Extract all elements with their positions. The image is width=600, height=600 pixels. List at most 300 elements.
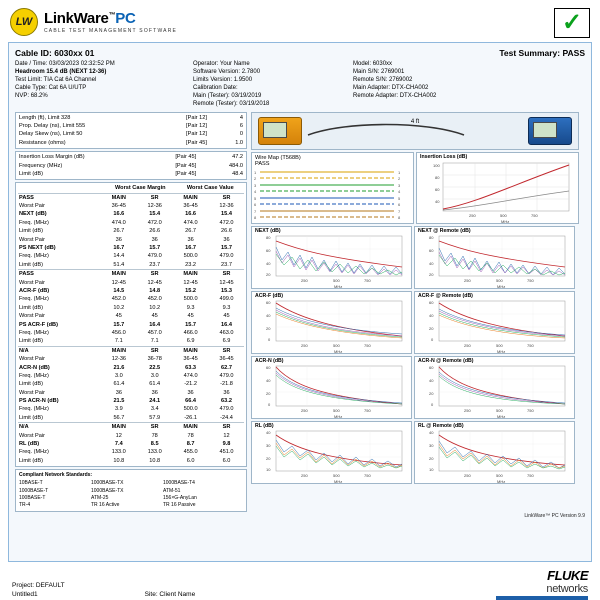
row-value: 1.0 [235, 139, 243, 146]
svg-text:80: 80 [435, 174, 440, 180]
svg-text:20: 20 [266, 271, 271, 277]
info-row [353, 68, 513, 76]
cell: 57.9 [149, 414, 161, 421]
row-label: Worst Pair [19, 203, 46, 210]
cell: 36-45 [183, 356, 198, 363]
row-label: Worst Pair [19, 279, 46, 286]
sub-header: SR [150, 194, 159, 201]
info-value: TIA Cat 6A Channel [43, 77, 97, 84]
svg-text:40: 40 [429, 429, 434, 435]
svg-text:0: 0 [268, 401, 271, 407]
row-label: Limit (dB) [19, 261, 43, 268]
table-row [18, 219, 244, 227]
table-row [18, 287, 244, 295]
table-row [18, 364, 244, 372]
cell: 455.0 [183, 449, 198, 456]
info-value: DTX-CHA002 [391, 85, 429, 92]
document-name: Untitled1 [12, 591, 38, 599]
cell: 36 [151, 236, 158, 243]
svg-text:4: 4 [254, 188, 257, 194]
sub-header: SR [222, 271, 231, 278]
cell: 6.0 [222, 457, 231, 464]
svg-text:MHz: MHz [497, 283, 506, 289]
cell: 15.2 [185, 287, 197, 294]
cell: 15.3 [221, 287, 232, 294]
cell: 479.0 [219, 406, 234, 413]
info-value: Cat 6A U/UTP [48, 85, 87, 92]
cell: 8.7 [186, 441, 195, 448]
cell: 463.0 [219, 329, 234, 336]
cell: 6.0 [186, 457, 195, 464]
sub-header: MAIN [183, 347, 198, 354]
table-row [18, 321, 244, 329]
svg-text:250: 250 [464, 342, 471, 348]
cell: 3.9 [115, 406, 123, 413]
table-row [18, 261, 244, 269]
cell: -24.4 [220, 414, 233, 421]
cell: 36 [115, 236, 122, 243]
cell: 474.0 [183, 219, 198, 226]
cell: 479.0 [219, 372, 234, 379]
info-value: 15.4 dB (NEXT 12-36) [46, 69, 107, 76]
svg-text:3: 3 [254, 182, 257, 188]
svg-text:MHz: MHz [334, 348, 343, 354]
info-value: 03/19/2018 [239, 101, 270, 108]
svg-text:3: 3 [398, 182, 401, 188]
results-block-acrn [18, 346, 244, 423]
cell: 63.2 [221, 398, 232, 405]
row-label: Limit (dB) [19, 228, 43, 235]
row-pair: [Pair 45] [175, 170, 197, 177]
svg-text:30: 30 [266, 442, 271, 448]
info-column-3 [353, 60, 513, 109]
table-row [18, 210, 244, 218]
table-row [18, 397, 244, 405]
info-row [353, 92, 513, 100]
cell: 457.0 [147, 329, 162, 336]
row-pair: [Pair 45] [186, 139, 207, 146]
svg-text:8: 8 [398, 214, 401, 220]
cell: 36-45 [111, 203, 126, 210]
cell: 6.9 [186, 338, 195, 345]
info-label: Model: [353, 61, 372, 67]
cell: 66.4 [185, 398, 196, 405]
cell: 61.4 [113, 381, 125, 388]
info-row [15, 76, 183, 84]
chart-next-remote [414, 226, 575, 289]
svg-text:7: 7 [254, 208, 257, 214]
svg-text:6: 6 [398, 201, 401, 207]
table-row [18, 252, 244, 260]
cell: 8.5 [150, 441, 159, 448]
svg-text:40: 40 [429, 312, 434, 318]
svg-text:10: 10 [429, 466, 434, 472]
table-row [18, 457, 244, 465]
cell: 36 [115, 389, 122, 396]
main-tester-icon [258, 117, 302, 145]
wiremap-panel [251, 152, 414, 224]
info-label: Main (Tester): [193, 93, 230, 100]
svg-text:40: 40 [266, 312, 271, 318]
cell: 15.7 [185, 321, 197, 328]
wiremap-title: Wire Map (T568B) [255, 154, 301, 161]
app-header [8, 6, 592, 42]
svg-text:MHz: MHz [334, 478, 343, 484]
results-header [18, 184, 244, 192]
svg-text:250: 250 [464, 407, 471, 413]
row-label: Freq. (MHz) [19, 449, 49, 456]
info-block [15, 60, 585, 109]
standard-item: 156×G-AnyLan [163, 494, 197, 501]
cell: 61.4 [149, 381, 161, 388]
cell: 500.0 [183, 406, 198, 413]
row-label: Worst Pair [19, 313, 46, 320]
cell: -21.2 [184, 381, 197, 388]
svg-text:250: 250 [301, 277, 308, 283]
cell: 9.3 [222, 304, 231, 311]
brand-subtitle: CABLE TEST MANAGEMENT SOFTWARE [44, 28, 178, 34]
row-label: PS ACR-F (dB) [19, 321, 58, 328]
cell: 472.0 [147, 219, 162, 226]
table-row [18, 170, 244, 178]
svg-text:5: 5 [398, 195, 401, 201]
chart-rl-remote [414, 421, 575, 484]
compliance-column-1 [19, 480, 81, 509]
standard-item: 1000BASE-T4 [163, 480, 195, 487]
svg-text:750: 750 [531, 212, 538, 218]
linkware-logo-icon: LW [10, 8, 38, 36]
info-column-1 [15, 60, 183, 109]
info-label: Main S/N: [353, 69, 380, 76]
info-label: Main Adapter: [353, 85, 391, 92]
cell: 15.4 [149, 211, 161, 218]
svg-text:60: 60 [266, 299, 271, 305]
cell: 472.0 [219, 219, 234, 226]
cell: 26.6 [221, 228, 232, 235]
table-row [18, 279, 244, 287]
svg-text:750: 750 [527, 277, 534, 283]
svg-text:250: 250 [301, 472, 308, 478]
chart-acrn [251, 356, 412, 419]
svg-text:60: 60 [266, 364, 271, 370]
table-row [18, 130, 244, 138]
row-label: Freq. (MHz) [19, 253, 49, 260]
cable-id [15, 48, 94, 58]
svg-text:500: 500 [496, 472, 503, 478]
report-body [8, 42, 592, 562]
overall-pass-box [554, 8, 590, 38]
cell: 36-78 [147, 356, 162, 363]
chart-title: RL @ Remote (dB) [418, 422, 464, 429]
table-row [18, 304, 244, 312]
cell: 21.6 [113, 364, 125, 371]
row-label: Limit (dB) [19, 414, 43, 421]
cell: 45 [151, 313, 158, 320]
svg-text:80: 80 [429, 234, 434, 240]
cell: 500.0 [183, 253, 198, 260]
svg-text:0: 0 [268, 336, 271, 342]
row-value: 47.2 [232, 154, 243, 161]
cell: 12-36 [219, 203, 234, 210]
report-footer [8, 562, 592, 600]
cell: 78 [151, 432, 158, 439]
svg-text:30: 30 [429, 442, 434, 448]
info-label: Operator: [193, 61, 219, 67]
block-status: N/A [19, 424, 29, 431]
sub-header: SR [150, 347, 159, 354]
row-pair: [Pair 12] [186, 122, 207, 129]
fluke-wordmark: FLUKE [547, 568, 588, 583]
svg-text:250: 250 [301, 342, 308, 348]
info-label: Date / Time: [15, 61, 48, 67]
row-label: Freq. (MHz) [19, 372, 49, 379]
cell: 16.6 [113, 211, 125, 218]
chart-title: NEXT @ Remote (dB) [418, 227, 471, 234]
info-label: Headroom [15, 69, 45, 76]
svg-text:60: 60 [429, 247, 434, 253]
cell: 16.4 [149, 321, 161, 328]
project-label: Project: DEFAULT [12, 581, 65, 589]
svg-text:250: 250 [464, 277, 471, 283]
info-value: 68.2% [30, 93, 48, 100]
info-row [193, 100, 343, 108]
chart-grid [251, 226, 579, 484]
svg-text:MHz: MHz [501, 218, 510, 224]
svg-text:4: 4 [398, 188, 401, 194]
cell: 23.7 [149, 261, 161, 268]
cell: 7.1 [114, 338, 123, 345]
cell: 62.7 [221, 364, 232, 371]
svg-text:1: 1 [398, 169, 401, 175]
cell: 15.7 [113, 321, 125, 328]
left-column [15, 112, 247, 513]
cell: 78 [187, 432, 194, 439]
svg-text:2: 2 [254, 175, 257, 181]
row-label: Worst Pair [19, 432, 46, 439]
cell: 474.0 [111, 219, 126, 226]
info-label: Limits Version: [193, 77, 233, 84]
row-value: 48.4 [232, 170, 243, 177]
cell: 12-45 [111, 279, 126, 286]
cell: 10.2 [149, 304, 161, 311]
chart-title: NEXT (dB) [255, 227, 281, 234]
info-row [193, 68, 343, 76]
row-label: PS ACR-N (dB) [19, 398, 59, 405]
cell: 10.8 [113, 457, 125, 464]
cell: 7.4 [114, 441, 123, 448]
row-label: Length (ft), Limit 328 [19, 114, 71, 121]
table-row [18, 405, 244, 413]
info-value: 6030xx [372, 61, 393, 67]
info-label: Software Version: [193, 69, 241, 76]
info-row [353, 60, 513, 68]
cell: 9.8 [222, 441, 231, 448]
row-label: Resistance (ohms) [19, 139, 66, 146]
cell: 36 [187, 236, 194, 243]
svg-text:250: 250 [469, 212, 476, 218]
cell: 6.9 [222, 338, 231, 345]
cell: 479.0 [219, 253, 234, 260]
version-line: LinkWare™ PC Version 9.9 [524, 513, 585, 520]
cell: 36-45 [219, 356, 234, 363]
info-row [193, 60, 343, 68]
standard-item: 100BASE-T [19, 494, 46, 501]
row-label: Worst Pair [19, 389, 46, 396]
svg-text:750: 750 [527, 472, 534, 478]
chart-title: Insertion Loss (dB) [420, 153, 468, 160]
cell: 133.0 [147, 449, 162, 456]
cell: 45 [115, 313, 122, 320]
chart-acrf [251, 291, 412, 354]
sub-header: MAIN [111, 271, 126, 278]
cable-illustration [306, 118, 524, 141]
svg-text:60: 60 [435, 186, 440, 192]
block-status: N/A [19, 347, 29, 354]
info-value: Your Name [219, 61, 250, 67]
cell: 22.5 [149, 364, 161, 371]
row-label: Insertion Loss Margin (dB) [19, 154, 85, 161]
svg-text:750: 750 [364, 342, 371, 348]
info-row [193, 76, 343, 84]
info-label: Remote S/N: [353, 77, 388, 84]
cell: 12-45 [219, 279, 234, 286]
remote-tester-icon [528, 117, 572, 145]
cable-id-label: Cable ID: [15, 48, 52, 58]
row-pair: [Pair 45] [175, 154, 197, 161]
svg-text:100: 100 [433, 162, 440, 168]
svg-text:80: 80 [266, 234, 271, 240]
svg-text:20: 20 [429, 455, 434, 461]
svg-text:MHz: MHz [334, 283, 343, 289]
info-row [15, 84, 183, 92]
chart-next [251, 226, 412, 289]
cell: 36-45 [183, 203, 198, 210]
cell: 45 [187, 313, 194, 320]
row-value: 484.0 [229, 162, 243, 169]
info-label: Cable Type: [15, 85, 47, 92]
svg-text:500: 500 [496, 277, 503, 283]
cell: 3.4 [150, 406, 159, 413]
chart-title: ACR-F (dB) [255, 292, 283, 299]
row-label: Frequency (MHz) [19, 162, 63, 169]
info-value: 2769001 [381, 69, 405, 76]
brand-title [44, 10, 177, 27]
row-label: Limit (dB) [19, 170, 43, 177]
info-row [15, 60, 183, 68]
svg-text:0: 0 [431, 336, 434, 342]
row-label: Limit (dB) [19, 457, 43, 464]
svg-text:40: 40 [266, 429, 271, 435]
svg-text:60: 60 [429, 364, 434, 370]
cell: -21.8 [220, 381, 233, 388]
cell: 451.0 [219, 449, 234, 456]
row-pair: [Pair 12] [186, 131, 207, 138]
svg-text:750: 750 [364, 407, 371, 413]
cell: 12 [115, 432, 122, 439]
svg-text:20: 20 [266, 455, 271, 461]
cell: 500.0 [183, 296, 198, 303]
table-row [18, 295, 244, 303]
sub-header: SR [222, 194, 231, 201]
svg-text:40: 40 [435, 198, 440, 204]
brand-block [10, 8, 177, 36]
svg-text:250: 250 [301, 407, 308, 413]
row-label: NEXT (dB) [19, 211, 47, 218]
svg-text:20: 20 [429, 390, 434, 396]
sub-header: MAIN [111, 194, 126, 201]
cell: 16.4 [221, 321, 232, 328]
table-row [18, 380, 244, 388]
table-row [18, 440, 244, 448]
svg-text:MHz: MHz [497, 348, 506, 354]
svg-text:500: 500 [333, 277, 340, 283]
table-row [18, 355, 244, 363]
cell: 51.4 [113, 261, 125, 268]
row-label: Freq. (MHz) [19, 329, 49, 336]
row-label: Worst Pair [19, 236, 46, 243]
cell: 133.0 [111, 449, 126, 456]
table-row [18, 389, 244, 397]
cell: 3.0 [150, 372, 159, 379]
insertion-loss-margin-table [15, 151, 247, 180]
info-value: 03/03/2023 02:32:52 PM [49, 61, 115, 67]
svg-text:500: 500 [496, 342, 503, 348]
row-label: Freq. (MHz) [19, 296, 49, 303]
cell: 21.5 [113, 398, 125, 405]
chart-insertion-loss [416, 152, 579, 224]
info-label: Remote (Tester): [193, 101, 238, 108]
svg-text:750: 750 [364, 472, 371, 478]
networks-wordmark: networks [546, 583, 588, 595]
table-row [18, 153, 244, 161]
cell: 23.7 [221, 261, 232, 268]
cell: 45 [223, 313, 230, 320]
cell: 14.8 [149, 287, 161, 294]
cell: 12-36 [147, 203, 162, 210]
fluke-networks-logo [496, 568, 588, 600]
svg-text:500: 500 [333, 342, 340, 348]
cell: 26.7 [185, 228, 197, 235]
svg-text:8: 8 [254, 214, 257, 220]
tester-photo [251, 112, 579, 150]
cell: 15.4 [221, 211, 232, 218]
standard-item: 10BASE-T [19, 480, 43, 487]
info-column-2 [193, 60, 343, 109]
svg-text:500: 500 [496, 407, 503, 413]
right-column [251, 112, 579, 513]
svg-text:20: 20 [266, 390, 271, 396]
cell: 479.0 [147, 253, 162, 260]
cell: 452.0 [147, 296, 162, 303]
svg-text:10: 10 [266, 466, 271, 472]
results-block-next [18, 193, 244, 270]
standard-item: TR 16 Passive [163, 502, 196, 509]
test-summary-value: PASS [562, 48, 585, 58]
row-label: Prop. Delay (ns), Limit 555 [19, 122, 86, 129]
row-label: Freq. (MHz) [19, 219, 49, 226]
check-icon: ✓ [561, 9, 583, 36]
svg-text:20: 20 [266, 325, 271, 331]
brand-trademark-icon: ™ [108, 12, 116, 19]
row-label: Limit (dB) [19, 338, 43, 345]
info-row [193, 92, 343, 100]
row-value: 6 [239, 122, 243, 129]
svg-text:0: 0 [431, 401, 434, 407]
info-row [15, 92, 183, 100]
svg-text:60: 60 [266, 247, 271, 253]
standard-item: 1000BASE-TX [91, 487, 124, 494]
row-label: ACR-N (dB) [19, 364, 50, 371]
